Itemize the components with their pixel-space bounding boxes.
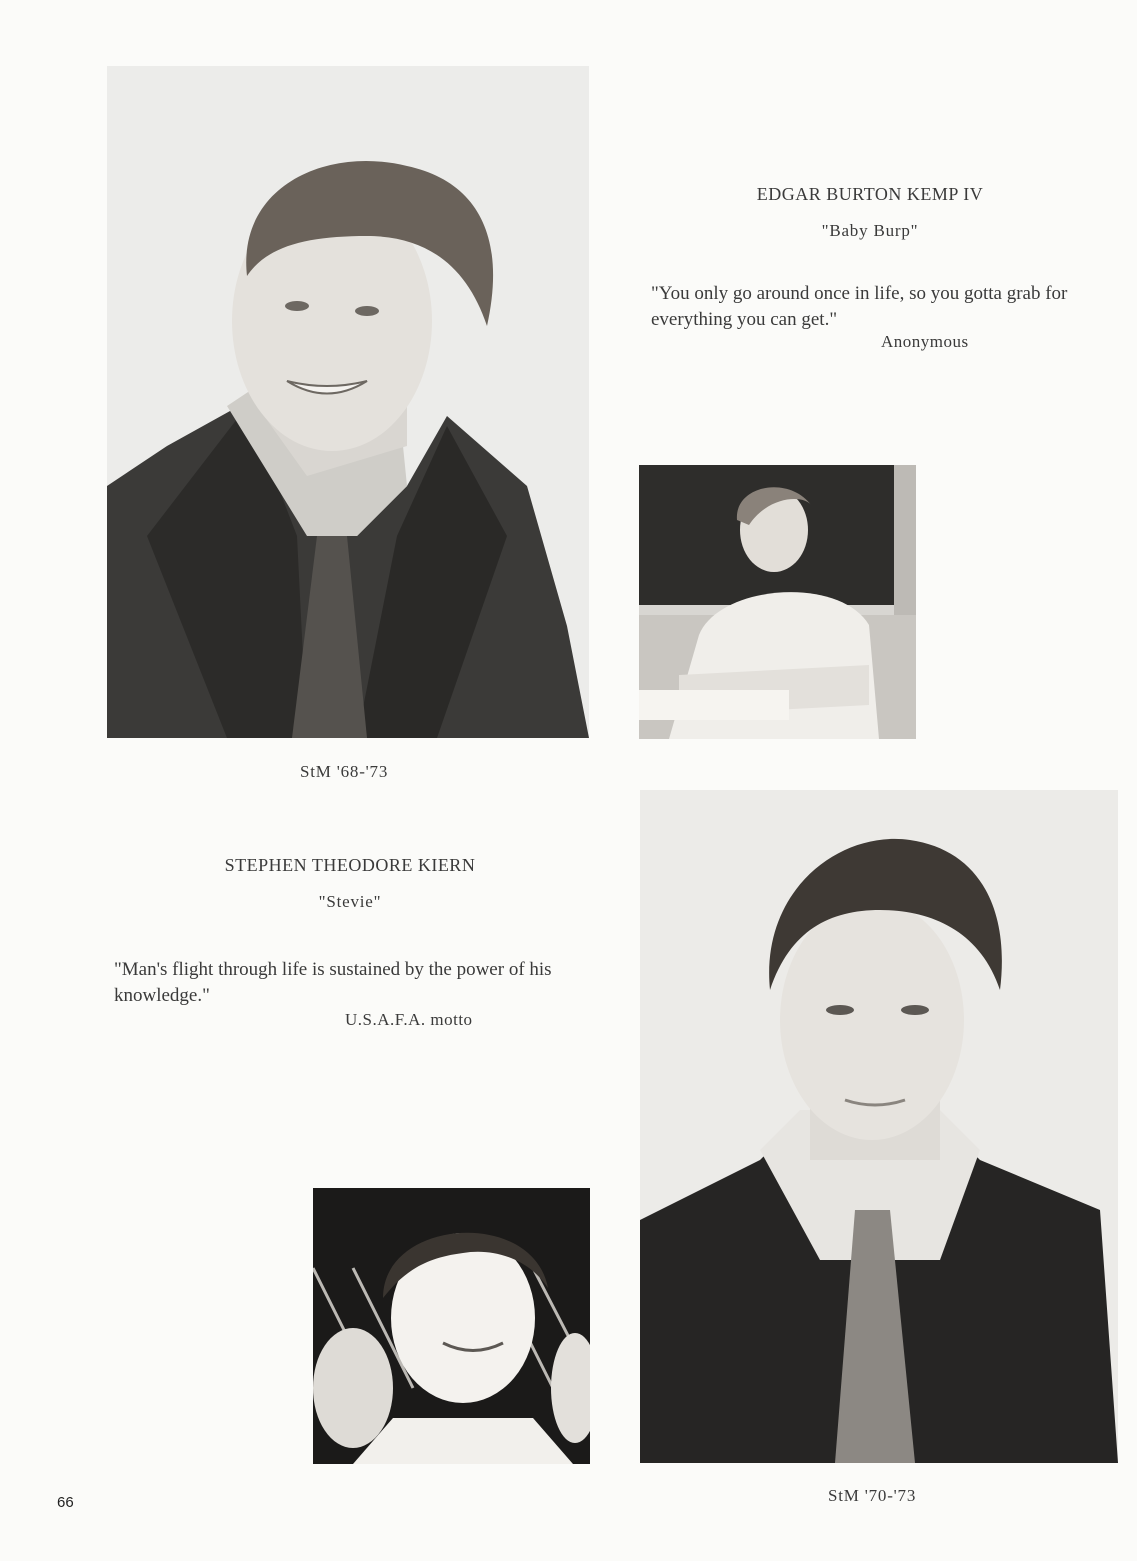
kiern-candid-photo [313,1188,590,1464]
kemp-nickname: "Baby Burp" [821,221,919,240]
kiern-portrait-photo [640,790,1118,1463]
kiern-years: StM '70-'73 [828,1486,917,1505]
kiern-name: STEPHEN THEODORE KIERN [224,855,476,875]
kemp-attribution: Anonymous [881,332,969,351]
kiern-attribution: U.S.A.F.A. motto [345,1010,473,1029]
kemp-candid-photo [639,465,916,739]
kemp-years: StM '68-'73 [300,762,389,781]
page-number: 66 [57,1494,74,1511]
kiern-quote: "Man's flight through life is sustained by the power of his knowledge." [114,959,552,1006]
kiern-nickname: "Stevie" [318,892,382,911]
kemp-name: EDGAR BURTON KEMP IV [756,184,984,204]
kemp-quote: "You only go around once in life, so you gotta grab for everything you can get." [651,283,1068,330]
kemp-portrait-photo [107,66,589,738]
